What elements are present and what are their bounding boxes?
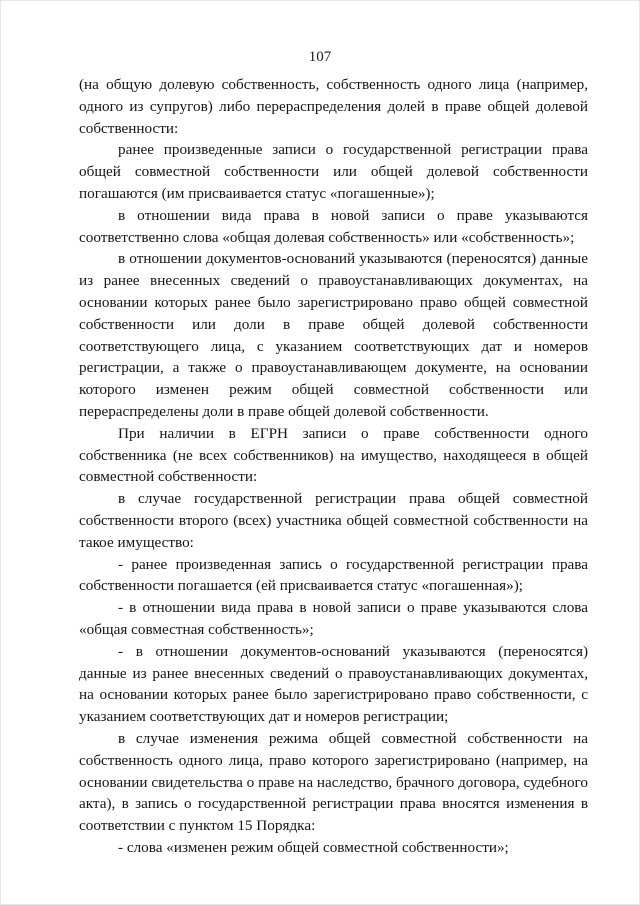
- paragraph: в отношении вида права в новой записи о праве указываются соответственно слова «общая долевая собственность» или «собственность»;: [79, 206, 588, 246]
- page-number: 107: [308, 49, 332, 65]
- paragraph: - в отношении документов-оснований указываются (переносятся) данные из ранее внесенных сведений о правоустанавливающих документах, на основании которых ранее было зарегистрировано право собственности, с указанием соответствующих дат и номеров регистрации;: [79, 642, 588, 726]
- paragraph: - в отношении вида права в новой записи о праве указываются слова «общая совместная собственность»;: [79, 599, 588, 638]
- paragraph: При наличии в ЕГРН записи о праве собственности одного собственника (не всех собственников) на имущество, находящееся в общей совместной собственности:: [79, 424, 588, 486]
- paragraph: - ранее произведенная запись о государственной регистрации права собственности погашается (ей присваивается статус «погашенная»);: [79, 555, 588, 595]
- paragraph: - слова «изменен режим общей совместной собственности»;: [118, 838, 509, 856]
- paragraph: в случае изменения режима общей совместной собственности на собственность одного лица, право которого зарегистрировано (например, на основании свидетельства о праве на наследство, брачного договора, судебного акта), в запись о государственной регистрации права вносятся изменения в соответствии с пунктом 15 Порядка:: [79, 729, 588, 835]
- paragraph: в отношении документов-оснований указываются (переносятся) данные из ранее внесенных сведений о правоустанавливающих документах, на основании которых ранее было зарегистрировано право общей совместной собственности или доли в праве общей долевой собственности соответствующего лица, с указанием соответствующих дат и номеров регистрации, а также о правоустанавливающем документе, на основании которого изменен режим общей совместной собственности или перераспределены доли в праве общей долевой собственности.: [79, 250, 588, 420]
- document-body: [79, 74, 588, 859]
- paragraph: ранее произведенные записи о государственной регистрации права общей совместной собственности или общей долевой собственности погашаются (им присваивается статус «погашенные»);: [79, 141, 588, 202]
- paragraph: в случае государственной регистрации права общей совместной собственности второго (всех) участника общей совместной собственности на такое имущество:: [79, 490, 588, 551]
- paragraph: (на общую долевую собственность, собственность одного лица (например, одного из супругов) либо перераспределения долей в праве общей долевой собственности:: [79, 76, 588, 137]
